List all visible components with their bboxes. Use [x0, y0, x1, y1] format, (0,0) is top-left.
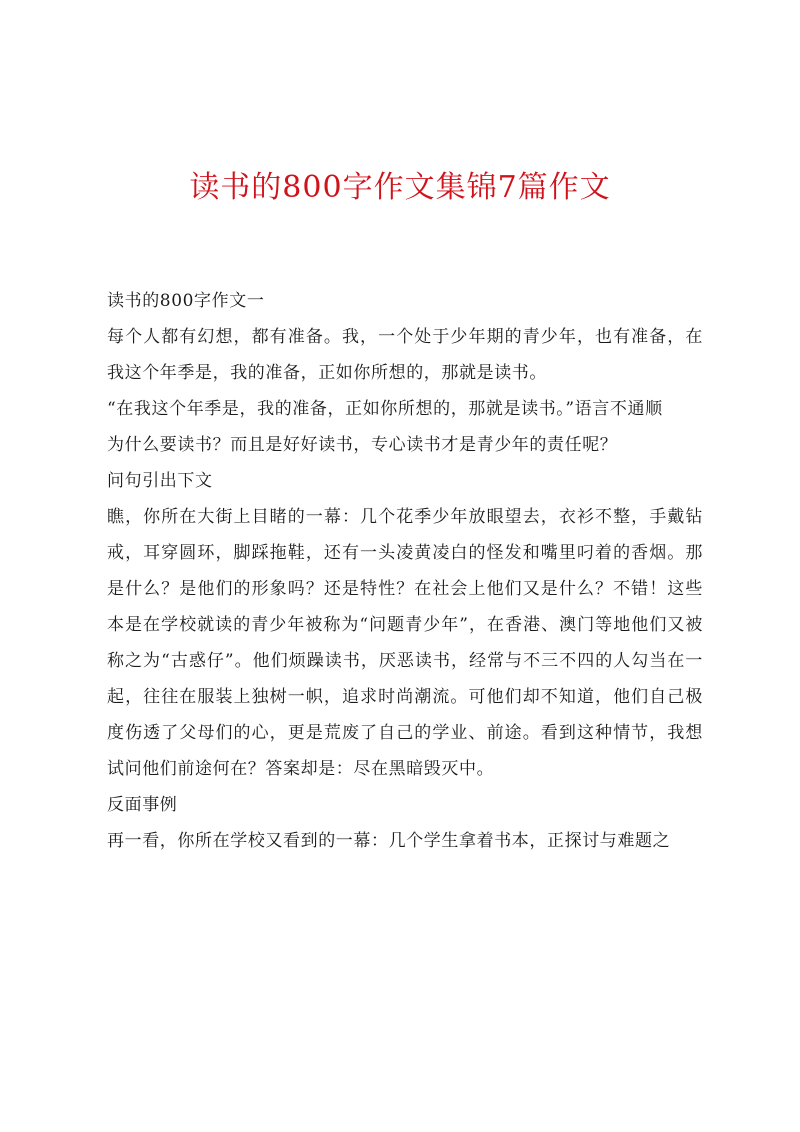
body-paragraph: 为什么要读书？而且是好好读书，专心读书才是青少年的责任呢？ — [107, 435, 618, 455]
body-paragraph: 再一看，你所在学校又看到的一幕：几个学生拿着书本，正探讨与难题之 — [107, 831, 671, 851]
document-title: 读书的800字作文集锦7篇作文 — [189, 170, 611, 205]
document-body — [107, 283, 703, 859]
section-heading: 读书的800字作文一 — [107, 291, 265, 311]
body-paragraph: 每个人都有幻想，都有准备。我，一个处于少年期的青少年，也有准备，在我这个年季是，我的准备，正如你所想的，那就是读书。 — [107, 327, 703, 383]
quote-comment: “在我这个年季是，我的准备，正如你所想的，那就是读书。”语言不通顺 — [107, 399, 663, 419]
body-paragraph: 瞧，你所在大街上目睹的一幕：几个花季少年放眼望去，衣衫不整，手戴钻戒，耳穿圆环，脚踩拖鞋，还有一头凌黄凌白的怪发和嘴里叼着的香烟。那是什么？是他们的形象吗？还是特性？在社会上他们又是什么？不错！这些本是在学校就读的青少年被称为“问题青少年”，在香港、澳门等地他们又被称之为“古惑仔”。他们烦躁读书，厌恶读书，经常与不三不四的人勾当在一起，往往在服装上独树一帜，追求时尚潮流。可他们却不知道，他们自己极度伤透了父母们的心，更是荒废了自己的学业、前途。看到这种情节，我想试问他们前途何在？答案却是：尽在黑暗毁灭中。 — [107, 507, 703, 779]
annotation-note: 问句引出下文 — [107, 471, 213, 491]
annotation-note: 反面事例 — [107, 795, 178, 815]
